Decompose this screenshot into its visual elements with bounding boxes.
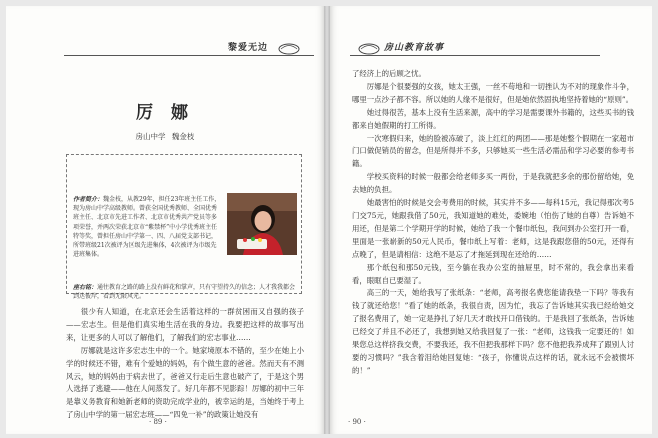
paragraph: 了经济上的后顾之忧。	[352, 69, 426, 78]
paragraph: 学校买资料的时候一般都会给老师多买一两份，于是我就把多余的那份留给她，免去她的负担。	[352, 172, 634, 195]
article-byline: 房山中学 魏金枝	[135, 132, 195, 141]
author-profile	[73, 195, 221, 259]
article-title: 厉 娜	[136, 103, 194, 123]
profile-text: 魏金枝，从教29年，担任23年班主任工作，现为房山中学高级教师。曾获全国优秀教师、全国优秀班主任、北京市先进工作者、北京市优秀共产党员等多项荣誉，并两次荣获北京市“紫禁杯”中小学优秀班主任特等奖，曾担任房山中学第一、四、八届党支部书记，所带班级21次被评为区级先进集体，4次被评为市级先进班集体。	[73, 196, 221, 259]
paragraph: 那个纸包和那50元钱，至今躺在我办公室的抽屉里，时不常的，我会拿出来看看，眼眶自已要湿了。	[352, 262, 634, 285]
motto-label: 座右铭：	[73, 284, 98, 291]
profile-label: 作者简介：	[73, 196, 104, 203]
paragraph: 厉娜是个很要强的女孩，她太王强，一丝不苟地和一切挫认为不对的现象作斗争，哪里一点沙子都不容。所以她的人缘不是很好，但是她依然固执地坚持着她的“原则”。	[352, 81, 634, 104]
author-photo-image	[227, 193, 297, 255]
motto-text: 通往教育之路的路上没有鲜花和掌声，只有守望持久的信念；人才我我都会到达彼岸，看到无限风光。	[73, 284, 296, 300]
left-running-header	[64, 34, 314, 58]
paragraph: 高三的一天，她给我写了张纸条：“老师，高考报名费您能请我垫一下吗？等我有钱了就还给您！”看了她的纸条，我很自责，因为忙，我忘了告诉她其实我已经给她交了报名费用了，她一定是挣扎了好几天才敢找开口借钱的。于是我回了张纸条，告诉她已经交了并且不必还了，我想到她又给我回复了一张：“老师，这钱我一定要还的！如果您总这样挤我交费，不要我还，我不但把我那样下吗？您不他把我养成拜了跟别人讨要的习惯吗？”我含着泪给她回复她：“孩子，你懂说点这样的话，就永远不会被惯坏的！”	[352, 288, 634, 375]
author-photo	[227, 193, 297, 255]
paragraph: 很少有人知道，在北京还会生活着这样的一群贫困而又自强的孩子——宏志生。但是他们真实地生活在我的身边。我要把这样的故事写出来，让更多的人可以了解他们，了解我们的宏志事业……	[66, 307, 304, 342]
header-rule	[64, 55, 314, 56]
author-motto	[73, 283, 299, 301]
author-profile-box	[66, 154, 302, 300]
right-body-text	[352, 68, 634, 378]
header-rule	[350, 55, 600, 56]
paragraph: 她最害怕的时候是交会考费用的时候，其实并不多——每科15元，我记得那次考5门交75元，她跟我借了50元，我知道她的难处，委婉地（怕伤了她的自尊）告诉她不用还，但是第二个学期开学的时候，她给了我一个餐巾纸包，我问到办公室打开一看，里面是一张崭新的50元人民币，餐巾纸上写着：老师，这是我跟您借的50元，还得有点晚了，但是请相信：这绝不是忘了才拖延到现在还给的……	[352, 198, 634, 259]
left-page-number: · 89 ·	[149, 418, 167, 426]
left-header-text: 黎爱无边	[227, 43, 268, 53]
paragraph: 厉娜就是这许多宏志生中的一个。她家境原本不错的，至少在她上小学的时候还不错，难有个爱她的妈妈，有个做生意的爸爸。然而天有不测风云，她的妈妈由于病去世了，爸爸又行走后生意也破产了，于是这个男人选择了逃避——他在人间蒸发了。好几年都不见影踪！厉娜的初中三年是靠义务教育和她新老师的资助完成学业的，被幸运的是，当她终于考上了房山中学的第一届宏志班——“四免一补”的政策让她没有	[66, 345, 304, 420]
right-header-text: 房山教育故事	[384, 43, 445, 53]
right-page	[330, 6, 652, 434]
paragraph: 她过得很苦，基本上没有生活来源，高中的学习是需要课外书籍的，这些买书的钱都来自她假期的打工所得。	[352, 107, 634, 130]
right-page-number: · 90 ·	[348, 418, 366, 426]
left-page	[6, 6, 324, 434]
header-ornament-icon	[358, 41, 380, 55]
left-body-text	[66, 306, 304, 422]
paragraph: 一次寒假归来，她的脸被冻破了，淡上红红的两团——那是她整个假期在一家超市门口做促销员的留念，但是所得并不多，只够她买一些生活必需品和学习必要的参考书籍。	[352, 133, 634, 169]
header-ornament-icon	[278, 41, 300, 55]
right-running-header	[350, 34, 600, 58]
